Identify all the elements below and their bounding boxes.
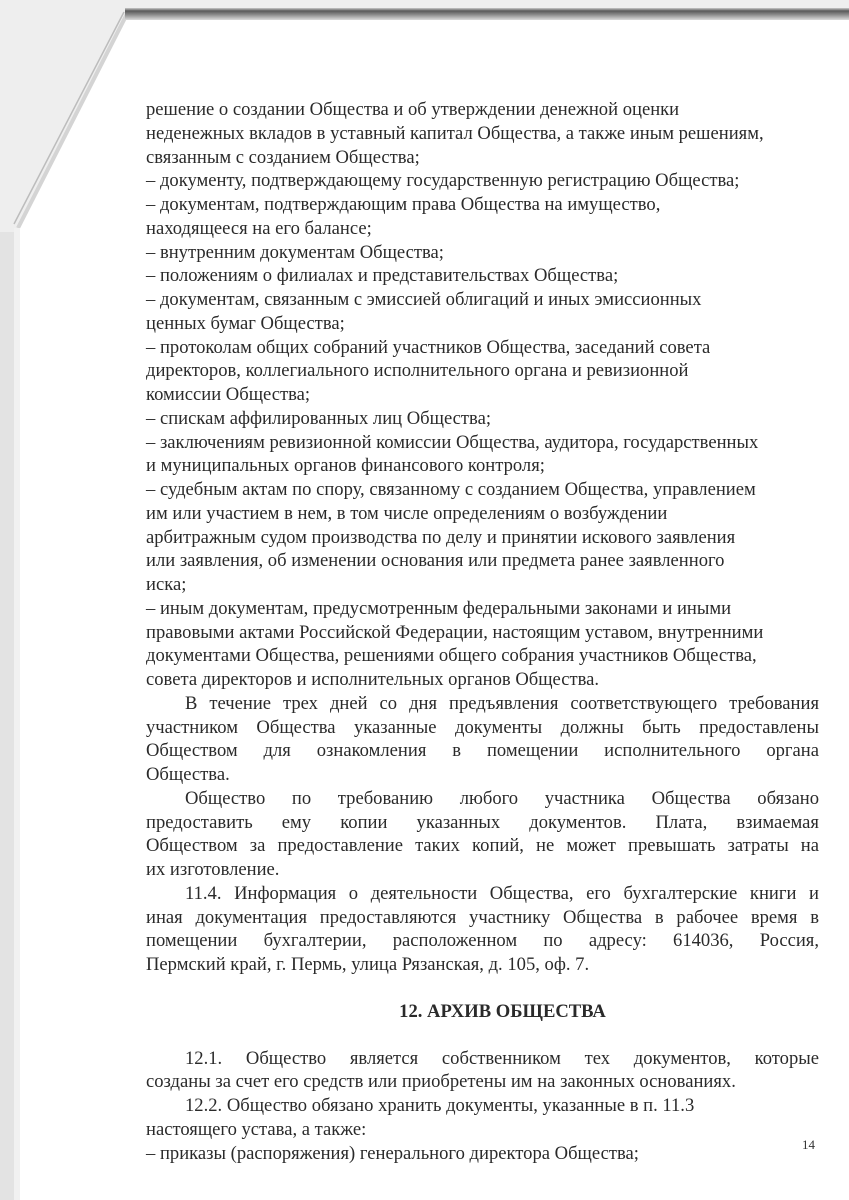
- list-item-line: – внутренним документам Общества;: [146, 241, 444, 263]
- document-body: [146, 98, 819, 1165]
- list-item-line: – положениям о филиалах и представительствах Общества;: [146, 265, 619, 287]
- text-line: директоров, коллегиального исполнительного органа и ревизионной: [146, 360, 689, 382]
- paragraph-line: Обществом для ознакомления в помещении исполнительного органа: [146, 740, 819, 762]
- text-line: связанным с созданием Общества;: [146, 146, 420, 168]
- paragraph-first-line: 12.2. Общество обязано хранить документы, указанные в п. 11.3: [185, 1095, 695, 1116]
- text-line: находящееся на его балансе;: [146, 217, 372, 239]
- paragraph-first-line: 12.1. Общество является собственником тех документов, которые: [185, 1047, 819, 1069]
- paragraph-line: помещении бухгалтерии, расположенном по адресу: 614036, Россия,: [146, 930, 819, 952]
- section-heading: 12. АРХИВ ОБЩЕСТВА: [399, 1000, 606, 1022]
- paragraph-line: иная документация предоставляются участнику Общества в рабочее время в: [146, 906, 819, 928]
- paragraph-first-line: 11.4. Информация о деятельности Общества, его бухгалтерские книги и: [185, 882, 819, 904]
- text-line: арбитражным судом производства по делу и принятии искового заявления: [146, 526, 736, 548]
- text-line: комиссии Общества;: [146, 384, 311, 405]
- list-item-line: – заключениям ревизионной комиссии Общества, аудитора, государственных: [146, 431, 759, 453]
- paragraph-first-line: В течение трех дней со дня предъявления соответствующего требования: [185, 692, 819, 714]
- page-number: 14: [802, 1137, 815, 1152]
- scanner-lid-edge: [125, 8, 849, 20]
- list-item-line: – приказы (распоряжения) генерального директора Общества;: [146, 1142, 639, 1164]
- paragraph-line: Обществом за предоставление таких копий, не может превышать затраты на: [146, 835, 819, 857]
- list-item-line: – документам, связанным с эмиссией облигаций и иных эмиссионных: [146, 289, 702, 310]
- text-line: или заявления, об изменении основания или предмета ранее заявленного: [146, 550, 725, 572]
- text-line: и муниципальных органов финансового контроля;: [146, 455, 545, 477]
- text-line: неденежных вкладов в уставный капитал Общества, а также иным решениям,: [146, 122, 764, 144]
- text-line: правовыми актами Российской Федерации, настоящим уставом, внутренними: [146, 621, 764, 643]
- text-line: настоящего устава, а также:: [146, 1118, 367, 1140]
- text-line: им или участием в нем, в том числе определениям о возбуждении: [146, 502, 668, 524]
- list-item-line: – протоколам общих собраний участников Общества, заседаний совета: [146, 336, 711, 358]
- text-line: Общества.: [146, 764, 230, 785]
- list-item-line: – иным документам, предусмотренным федеральными законами и иными: [146, 597, 732, 619]
- text-line: созданы за счет его средств или приобретены им на законных основаниях.: [146, 1071, 736, 1093]
- text-line: ценных бумаг Общества;: [146, 312, 345, 334]
- text-line: их изготовление.: [146, 859, 280, 880]
- text-line: совета директоров и исполнительных органов Общества.: [146, 669, 600, 690]
- paragraph-line: участником Общества указанные документы должны быть предоставлены: [146, 716, 819, 738]
- list-item-line: – спискам аффилированных лиц Общества;: [146, 407, 491, 429]
- list-item-line: – судебным актам по спору, связанному с созданием Общества, управлением: [146, 479, 756, 500]
- list-item-line: – документам, подтверждающим права Общества на имущество,: [146, 194, 661, 215]
- list-item-line: – документу, подтверждающему государственную регистрацию Общества;: [146, 170, 740, 192]
- paragraph-first-line: Общество по требованию любого участника Общества обязано: [185, 787, 819, 809]
- text-line: Пермский край, г. Пермь, улица Рязанская, д. 105, оф. 7.: [146, 954, 590, 975]
- paragraph-line: предоставить ему копии указанных документов. Плата, взимаемая: [146, 811, 819, 833]
- text-line: иска;: [146, 574, 187, 595]
- text-line: решение о создании Общества и об утверждении денежной оценки: [146, 99, 680, 120]
- text-line: документами Общества, решениями общего собрания участников Общества,: [146, 645, 757, 667]
